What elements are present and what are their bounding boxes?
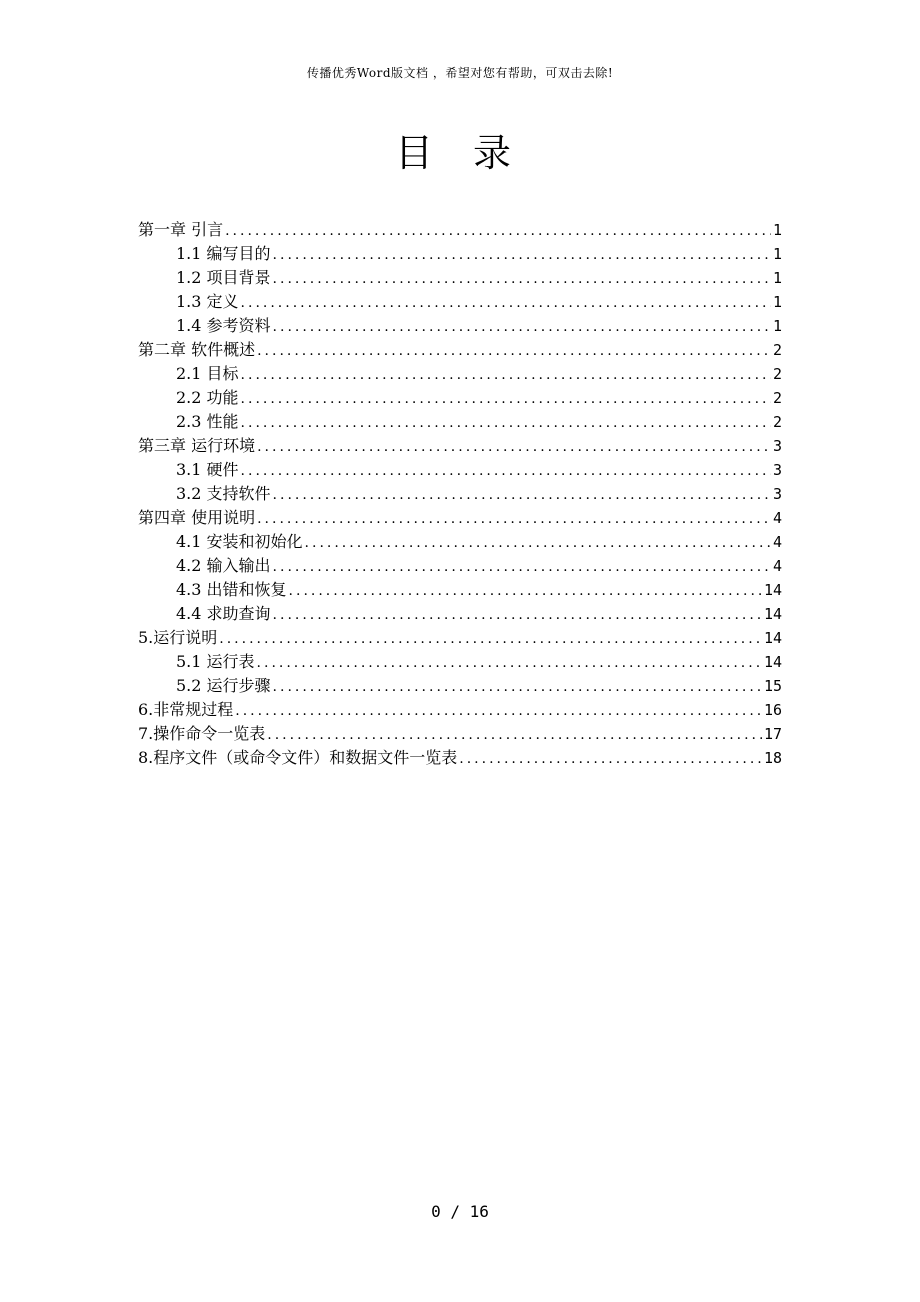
toc-dot-leader xyxy=(257,339,771,363)
toc-dot-leader xyxy=(273,243,771,267)
header-note: 传播优秀Word版文档 ，希望对您有帮助，可双击去除! xyxy=(306,66,614,80)
toc-entry[interactable] xyxy=(138,290,782,314)
toc-entry-label: 4.3 出错和恢复 xyxy=(176,580,287,599)
toc-dot-leader xyxy=(289,579,762,603)
toc-entry-page-number: 4 xyxy=(772,509,782,527)
toc-entry[interactable] xyxy=(138,458,782,482)
toc-entry-label: 1.2 项目背景 xyxy=(176,268,271,287)
toc-entry[interactable] xyxy=(138,434,782,458)
toc-entry-page-number: 4 xyxy=(772,557,782,575)
toc-entry-page-number: 18 xyxy=(763,749,782,767)
toc-entry[interactable] xyxy=(138,266,782,290)
toc-dot-leader xyxy=(241,411,771,435)
toc-entry-label: 第四章 使用说明 xyxy=(138,508,256,527)
toc-entry-page-number: 17 xyxy=(763,725,782,743)
toc-entry[interactable] xyxy=(138,698,782,722)
toc-dot-leader xyxy=(225,219,771,243)
toc-entry[interactable] xyxy=(138,530,782,554)
toc-entry-page-number: 1 xyxy=(772,317,782,335)
toc-dot-leader xyxy=(273,555,771,579)
toc-dot-leader xyxy=(241,459,771,483)
toc-entry-page-number: 2 xyxy=(772,389,782,407)
toc-entry-label: 4.4 求助查询 xyxy=(176,604,271,623)
toc-dot-leader xyxy=(273,603,762,627)
toc-title: 目 录 xyxy=(394,131,526,175)
toc-entry-page-number: 1 xyxy=(772,293,782,311)
toc-entry-label: 第一章 引言 xyxy=(138,220,224,239)
toc-entry-label: 5.2 运行步骤 xyxy=(176,676,271,695)
toc-entry-label: 3.2 支持软件 xyxy=(176,484,271,503)
toc-entry-label: 1.4 参考资料 xyxy=(176,316,271,335)
toc-entry[interactable] xyxy=(138,218,782,242)
toc-entry-label: 2.1 目标 xyxy=(176,364,239,383)
toc-entry-label: 6.非常规过程 xyxy=(138,700,234,719)
toc-entry[interactable] xyxy=(138,362,782,386)
toc-entry-page-number: 2 xyxy=(772,341,782,359)
toc-entry[interactable] xyxy=(138,410,782,434)
toc-entry[interactable] xyxy=(138,602,782,626)
toc-dot-leader xyxy=(273,675,762,699)
toc-entry[interactable] xyxy=(138,626,782,650)
toc-dot-leader xyxy=(241,291,771,315)
toc-entry-label: 第二章 软件概述 xyxy=(138,340,256,359)
toc-entry-page-number: 1 xyxy=(772,245,782,263)
toc-entry-page-number: 2 xyxy=(772,413,782,431)
toc-entry[interactable] xyxy=(138,314,782,338)
toc-entry-label: 1.1 编写目的 xyxy=(176,244,271,263)
toc-entry[interactable] xyxy=(138,674,782,698)
toc-dot-leader xyxy=(273,315,771,339)
toc-dot-leader xyxy=(273,267,771,291)
toc-dot-leader xyxy=(235,699,762,723)
toc-entry-label: 3.1 硬件 xyxy=(176,460,239,479)
toc-entry-label: 5.1 运行表 xyxy=(176,652,255,671)
toc-entry-page-number: 4 xyxy=(772,533,782,551)
toc-entry[interactable] xyxy=(138,746,782,770)
toc-dot-leader xyxy=(459,747,762,771)
toc-entry[interactable] xyxy=(138,578,782,602)
toc-dot-leader xyxy=(273,483,771,507)
toc-entry-page-number: 1 xyxy=(772,221,782,239)
toc-entry-label: 5.运行说明 xyxy=(138,628,218,647)
toc-entry-label: 1.3 定义 xyxy=(176,292,239,311)
toc-entry-page-number: 16 xyxy=(763,701,782,719)
toc-entry-page-number: 14 xyxy=(763,581,782,599)
page-indicator: 0 / 16 xyxy=(431,1202,489,1221)
toc-entry-page-number: 14 xyxy=(763,629,782,647)
table-of-contents xyxy=(138,218,782,770)
toc-entry-label: 4.2 输入输出 xyxy=(176,556,271,575)
toc-entry-page-number: 2 xyxy=(772,365,782,383)
toc-entry-label: 第三章 运行环境 xyxy=(138,436,256,455)
toc-entry[interactable] xyxy=(138,482,782,506)
toc-dot-leader xyxy=(257,435,771,459)
toc-dot-leader xyxy=(219,627,762,651)
toc-entry-label: 2.2 功能 xyxy=(176,388,239,407)
toc-entry-page-number: 15 xyxy=(763,677,782,695)
toc-entry-label: 7.操作命令一览表 xyxy=(138,724,266,743)
toc-entry[interactable] xyxy=(138,386,782,410)
toc-entry[interactable] xyxy=(138,554,782,578)
toc-entry[interactable] xyxy=(138,338,782,362)
toc-entry-page-number: 14 xyxy=(763,653,782,671)
toc-dot-leader xyxy=(267,723,762,747)
toc-dot-leader xyxy=(241,387,771,411)
toc-dot-leader xyxy=(257,651,762,675)
toc-entry[interactable] xyxy=(138,722,782,746)
toc-entry-label: 2.3 性能 xyxy=(176,412,239,431)
toc-dot-leader xyxy=(305,531,771,555)
toc-entry-page-number: 3 xyxy=(772,461,782,479)
toc-dot-leader xyxy=(257,507,771,531)
toc-entry-page-number: 3 xyxy=(772,437,782,455)
toc-entry[interactable] xyxy=(138,506,782,530)
toc-entry-page-number: 14 xyxy=(763,605,782,623)
toc-dot-leader xyxy=(241,363,771,387)
toc-entry-page-number: 3 xyxy=(772,485,782,503)
toc-entry[interactable] xyxy=(138,650,782,674)
toc-entry[interactable] xyxy=(138,242,782,266)
toc-entry-page-number: 1 xyxy=(772,269,782,287)
toc-entry-label: 4.1 安装和初始化 xyxy=(176,532,303,551)
toc-entry-label: 8.程序文件（或命令文件）和数据文件一览表 xyxy=(138,748,458,767)
